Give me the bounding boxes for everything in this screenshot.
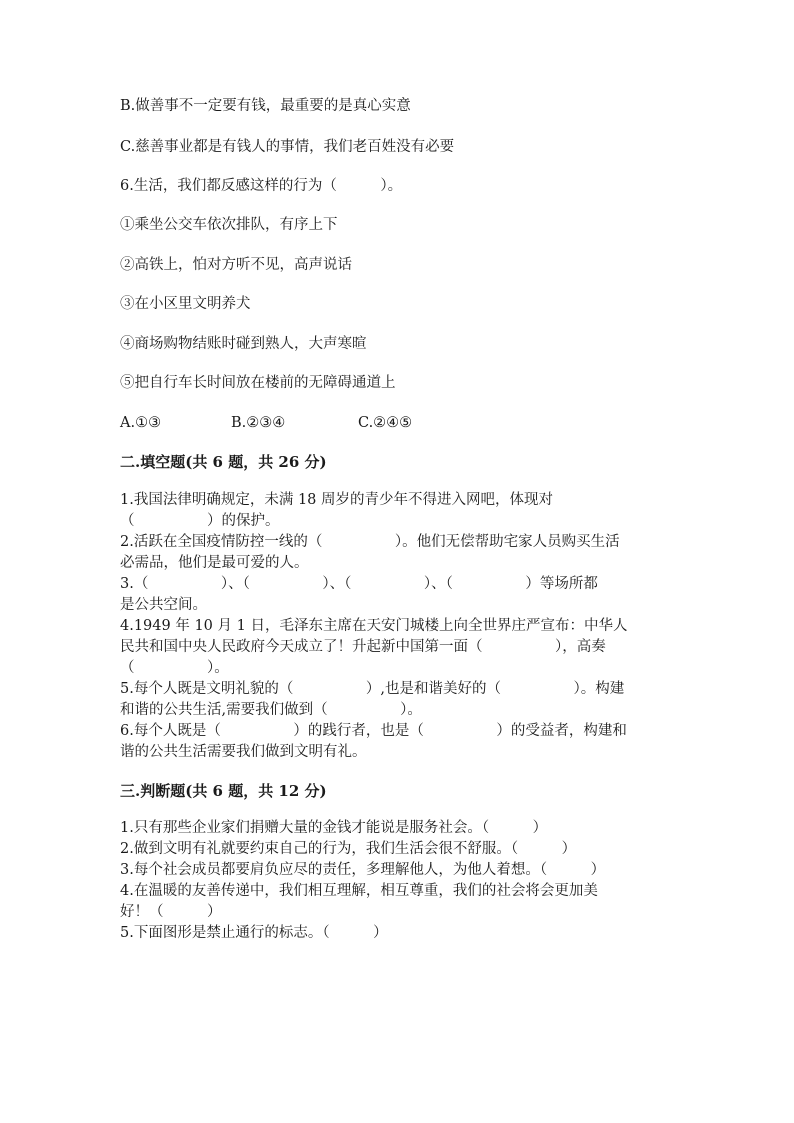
text-line: 必需品，他们是最可爱的人。 xyxy=(120,555,309,571)
text-line: 2.活跃在全国疫情防控一线的（ ）。他们无偿帮助宅家人员购买生活 xyxy=(120,534,620,550)
text-line: 民共和国中央人民政府今天成立了！升起新中国第一面（ ），高奏 xyxy=(120,639,606,655)
text-line: （ ）的保护。 xyxy=(120,513,280,529)
list-item: ④商场购物结账时碰到熟人，大声寒暄 xyxy=(120,336,367,352)
text-line: 4.在温暖的友善传递中，我们相互理解，相互尊重，我们的社会将会更加美 xyxy=(120,883,598,899)
question-6: 6.生活，我们都反感这样的行为（ ）。 xyxy=(120,178,403,194)
text-line: 好！（ ） xyxy=(120,904,222,920)
text-line: 3.（ ）、（ ）、（ ）、（ ）等场所都 xyxy=(120,576,598,592)
section-2-title: 二.填空题(共 6 题，共 26 分) xyxy=(120,453,327,471)
list-item: ②高铁上，怕对方听不见，高声说话 xyxy=(120,257,352,273)
text-line: 5.下面图形是禁止通行的标志。（ ） xyxy=(120,925,388,941)
text-line: 3.每个社会成员都要肩负应尽的责任，多理解他人，为他人着想。（ ） xyxy=(120,862,606,878)
text-line: 是公共空间。 xyxy=(120,597,207,613)
choice-b: B.②③④ xyxy=(231,415,286,431)
section-3-title: 三.判断题(共 6 题，共 12 分) xyxy=(120,782,327,800)
text-line: 6.每个人既是（ ）的践行者，也是（ ）的受益者，构建和 xyxy=(120,723,627,739)
choice-c: C.②④⑤ xyxy=(358,415,413,431)
text-line: 1.我国法律明确规定，未满 18 周岁的青少年不得进入网吧，体现对 xyxy=(120,492,554,508)
text-line: 2.做到文明有礼就要约束自己的行为，我们生活会很不舒服。（ ） xyxy=(120,841,577,857)
option-c: C.慈善事业都是有钱人的事情，我们老百姓没有必要 xyxy=(120,139,455,155)
list-item: ⑤把自行车长时间放在楼前的无障碍通道上 xyxy=(120,375,396,391)
text-line: 和谐的公共生活,需要我们做到（ ）。 xyxy=(120,702,422,718)
choice-a: A.①③ xyxy=(120,415,162,431)
text-line: 4.1949 年 10 月 1 日，毛泽东主席在天安门城楼上向全世界庄严宣布：中华人 xyxy=(120,618,628,634)
list-item: ①乘坐公交车依次排队，有序上下 xyxy=(120,217,338,233)
text-line: 谐的公共生活需要我们做到文明有礼。 xyxy=(120,744,367,760)
option-b: B.做善事不一定要有钱，最重要的是真心实意 xyxy=(120,98,411,114)
list-item: ③在小区里文明养犬 xyxy=(120,296,251,312)
text-line: 1.只有那些企业家们捐赠大量的金钱才能说是服务社会。（ ） xyxy=(120,820,548,836)
text-line: 5.每个人既是文明礼貌的（ ）,也是和谐美好的（ ）。构建 xyxy=(120,681,625,697)
text-line: （ ）。 xyxy=(120,660,229,676)
